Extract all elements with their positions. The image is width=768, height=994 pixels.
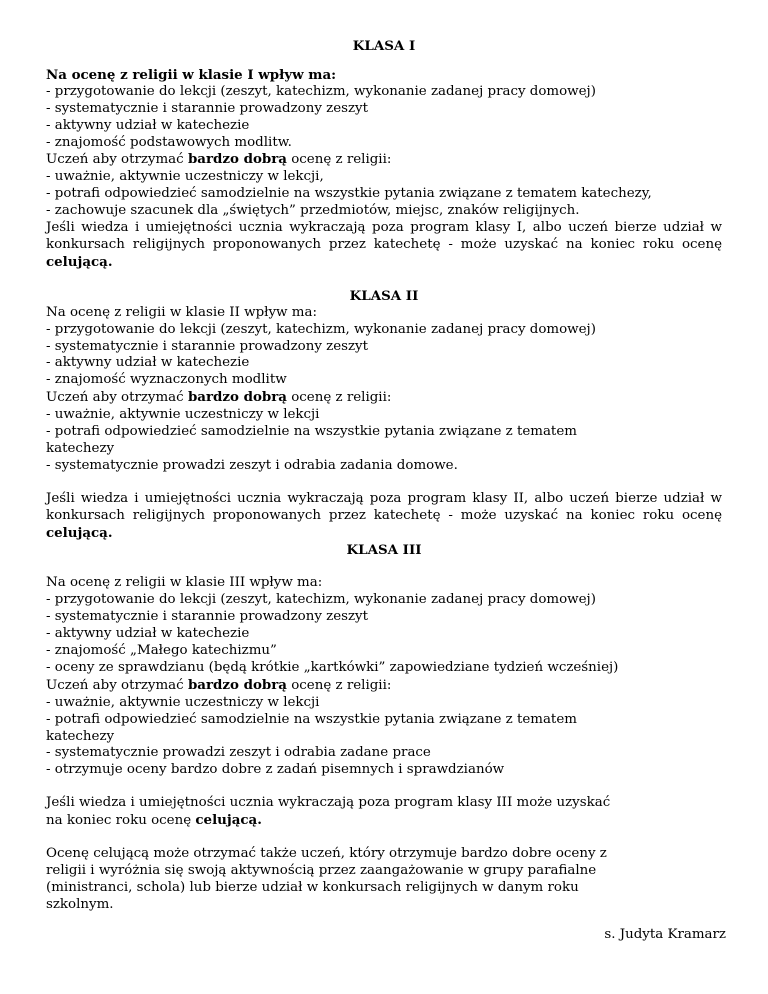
list-item: - potrafi odpowiedzieć samodzielnie na wszystkie pytania związane z tematem: [46, 711, 577, 727]
final-paragraph-line: religii i wyróżnia się swoją aktywnością przez zaangażowanie w grupy parafialne: [46, 862, 597, 878]
list-item: - zachowuje szacunek dla „świętych” przedmiotów, miejsc, znaków religijnych.: [46, 203, 580, 219]
document-page: [46, 38, 722, 914]
list-item: - przygotowanie do lekcji (zeszyt, katechizm, wykonanie zadanej pracy domowej): [46, 321, 596, 337]
list-item: - znajomość „Małego katechizmu”: [46, 643, 277, 658]
final-paragraph-line: Ocenę celującą może otrzymać także uczeń, który otrzymuje bardzo dobre oceny z: [46, 846, 607, 862]
list-item: - systematycznie prowadzi zeszyt i odrabia zadania domowe.: [46, 457, 458, 473]
section-title-klasa-2: KLASA II: [349, 287, 419, 304]
klasa-3-celujaca-line-1: Jeśli wiedza i umiejętności ucznia wykraczają poza program klasy III może uzyskać: [46, 795, 611, 811]
klasa-2-bdb-intro: Uczeń aby otrzymać bardzo dobrą ocenę z religii:: [46, 389, 392, 406]
list-item: - przygotowanie do lekcji (zeszyt, katechizm, wykonanie zadanej pracy domowej): [46, 592, 596, 608]
klasa-3-intro: Na ocenę z religii w klasie III wpływ ma:: [46, 575, 323, 591]
list-item: - potrafi odpowiedzieć samodzielnie na wszystkie pytania związane z tematem: [46, 424, 577, 440]
list-item: - aktywny udział w katechezie: [46, 355, 250, 371]
section-title-klasa-1: KLASA I: [352, 38, 416, 54]
klasa-3-bdb-intro: Uczeń aby otrzymać bardzo dobrą ocenę z religii:: [46, 676, 392, 693]
klasa-3-celujaca-line-2: na koniec roku ocenę celującą.: [46, 812, 262, 829]
list-item: - systematycznie i starannie prowadzony zeszyt: [46, 338, 369, 354]
list-item: - uważnie, aktywnie uczestniczy w lekcji,: [46, 169, 324, 185]
klasa-2-intro: Na ocenę z religii w klasie II wpływ ma:: [46, 304, 317, 320]
list-item: - systematycznie i starannie prowadzony zeszyt: [46, 609, 369, 625]
list-item: - oceny ze sprawdzianu (będą krótkie „kartkówki” zapowiedziane tydzień wcześniej): [46, 659, 619, 675]
list-item: - potrafi odpowiedzieć samodzielnie na wszystkie pytania związane z tematem katechezy,: [46, 186, 652, 202]
list-item: - znajomość wyznaczonych modlitw: [46, 372, 287, 388]
klasa-1-celujaca-paragraph: Jeśli wiedza i umiejętności ucznia wykraczają poza program klasy I, albo uczeń bierze udział w konkursach religijnych proponowanych przez katechetę - może uzyskać na koniec roku ocenę celującą.: [46, 220, 722, 270]
klasa-2-celujaca-paragraph: Jeśli wiedza i umiejętności ucznia wykraczają poza program klasy II, albo uczeń bierze udział w konkursach religijnych proponowanych przez katechetę - może uzyskać na koniec roku ocenę celującą.: [46, 490, 722, 541]
signature: s. Judyta Kramarz: [604, 927, 726, 942]
list-item: - otrzymuje oceny bardzo dobre z zadań pisemnych i sprawdzianów: [46, 762, 505, 778]
final-paragraph-line: (ministranci, schola) lub bierze udział w konkursach religijnych w danym roku: [46, 879, 579, 895]
list-item: - systematycznie i starannie prowadzony zeszyt: [46, 100, 369, 116]
section-title-klasa-3: KLASA III: [346, 542, 422, 559]
list-item: - systematycznie prowadzi zeszyt i odrabia zadane prace: [46, 745, 431, 761]
list-item: katechezy: [46, 728, 115, 744]
klasa-1-intro: Na ocenę z religii w klasie I wpływ ma:: [46, 66, 337, 83]
list-item: - znajomość podstawowych modlitw.: [46, 134, 292, 150]
list-item: katechezy: [46, 440, 115, 456]
list-item: - uważnie, aktywnie uczestniczy w lekcji: [46, 407, 320, 423]
list-item: - uważnie, aktywnie uczestniczy w lekcji: [46, 694, 320, 710]
list-item: - aktywny udział w katechezie: [46, 117, 250, 133]
list-item: - przygotowanie do lekcji (zeszyt, katechizm, wykonanie zadanej pracy domowej): [46, 83, 596, 99]
final-paragraph-line: szkolnym.: [46, 896, 114, 912]
list-item: - aktywny udział w katechezie: [46, 626, 250, 642]
klasa-1-bdb-intro: Uczeń aby otrzymać bardzo dobrą ocenę z religii:: [46, 151, 392, 168]
